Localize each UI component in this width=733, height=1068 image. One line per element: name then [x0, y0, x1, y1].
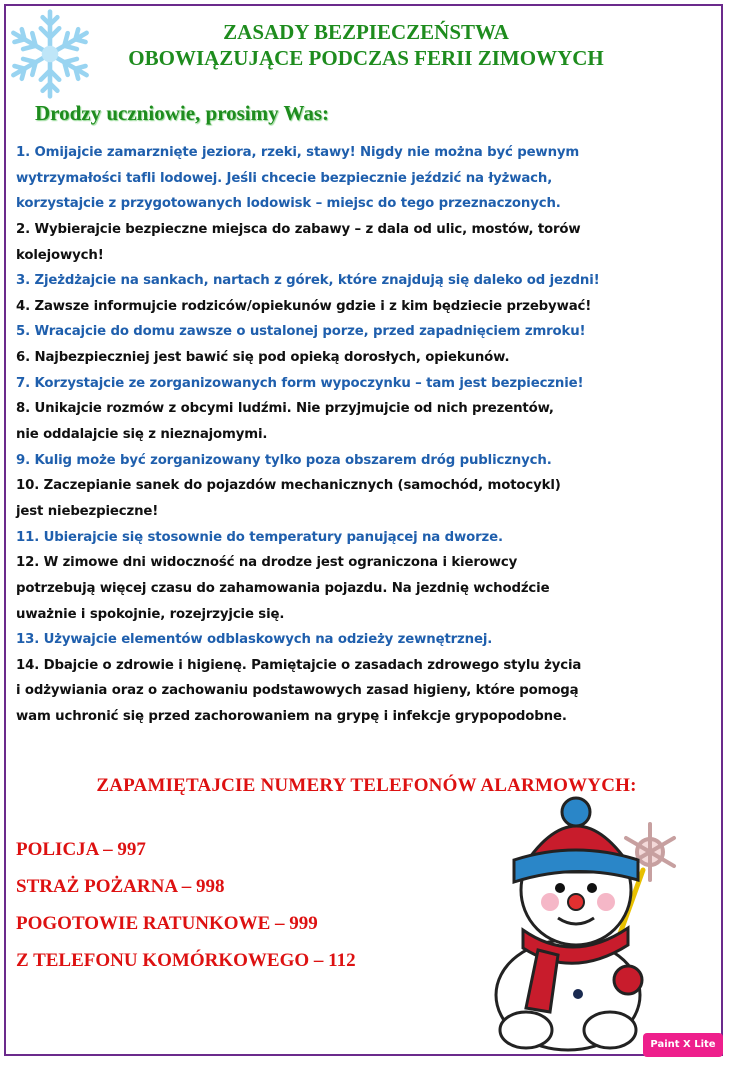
rule-line: 2. Wybierajcie bezpieczne miejsca do zabawy – z dala od ulic, mostów, torów — [16, 221, 581, 237]
safety-rules-list — [16, 140, 716, 730]
rule-line: 14. Dbajcie o zdrowie i higienę. Pamiętajcie o zasadach zdrowego stylu życia — [16, 657, 582, 673]
rule-line: wytrzymałości tafli lodowej. Jeśli chcecie bezpiecznie jeździć na łyżwach, — [16, 170, 553, 186]
rule-line: 6. Najbezpieczniej jest bawić się pod opieką dorosłych, opiekunów. — [16, 350, 510, 366]
paint-x-lite-badge: Paint X Lite — [643, 1033, 723, 1057]
title-line-2: OBOWIĄZUJĄCE PODCZAS FERII ZIMOWYCH — [128, 46, 604, 70]
rule-line: 7. Korzystajcie ze zorganizowanych form wypoczynku – tam jest bezpiecznie! — [16, 375, 584, 391]
greeting: Drodzy uczniowie, prosimy Was: — [35, 101, 330, 125]
rule-line: 5. Wracajcie do domu zawsze o ustalonej porze, przed zapadnięciem zmroku! — [16, 324, 586, 340]
rule-line: i odżywiania oraz o zachowaniu podstawowych zasad higieny, które pomogą — [16, 683, 579, 699]
rule-line: jest niebezpieczne! — [16, 503, 159, 519]
rule-line: kolejowych! — [16, 247, 104, 263]
rule-line: uważnie i spokojnie, rozejrzyjcie się. — [16, 606, 285, 622]
rule-line: 12. W zimowe dni widoczność na drodze jest ograniczona i kierowcy — [16, 555, 518, 571]
rule-line: 11. Ubierajcie się stosownie do temperatury panującej na dworze. — [16, 529, 503, 545]
rule-line: 1. Omijajcie zamarznięte jeziora, rzeki, stawy! Nigdy nie można być pewnym — [16, 145, 580, 160]
rule-line: 3. Zjeżdżajcie na sankach, nartach z górek, które znajdują się daleko od jezdni! — [16, 273, 600, 289]
rule-line: 9. Kulig może być zorganizowany tylko poza obszarem dróg publicznych. — [16, 452, 552, 468]
rule-line: 8. Unikajcie rozmów z obcymi ludźmi. Nie przyjmujcie od nich prezentów, — [16, 401, 554, 417]
rule-line: potrzebują więcej czasu do zahamowania pojazdu. Na jezdnię wchodźcie — [16, 580, 550, 596]
rule-line: wam uchronić się przed zachorowaniem na grypę i infekcje grypopodobne. — [16, 709, 567, 725]
alarm-numbers-heading: ZAPAMIĘTAJCIE NUMERY TELEFONÓW ALARMOWYCH: — [96, 775, 637, 796]
rule-line: nie oddalajcie się z nieznajomymi. — [16, 427, 268, 443]
title-line-1: ZASADY BEZPIECZEŃSTWA — [223, 20, 509, 44]
rule-line: korzystajcie z przygotowanych lodowisk – miejsc do tego przeznaczonych. — [16, 196, 561, 212]
emergency-phone-list — [16, 836, 356, 984]
emergency-phone-number: POLICJA – 997 — [16, 839, 146, 860]
emergency-phone-number: Z TELEFONU KOMÓRKOWEGO – 112 — [16, 950, 356, 971]
rule-line: 13. Używajcie elementów odblaskowych na odzieży zewnętrznej. — [16, 632, 493, 648]
emergency-phone-number: POGOTOWIE RATUNKOWE – 999 — [16, 913, 318, 934]
emergency-phone-number: STRAŻ POŻARNA – 998 — [16, 876, 225, 897]
snowman-icon — [478, 790, 690, 1052]
rule-line: 4. Zawsze informujcie rodziców/opiekunów gdzie i z kim będziecie przebywać! — [16, 298, 592, 314]
rule-line: 10. Zaczepianie sanek do pojazdów mechanicznych (samochód, motocykl) — [16, 478, 561, 494]
